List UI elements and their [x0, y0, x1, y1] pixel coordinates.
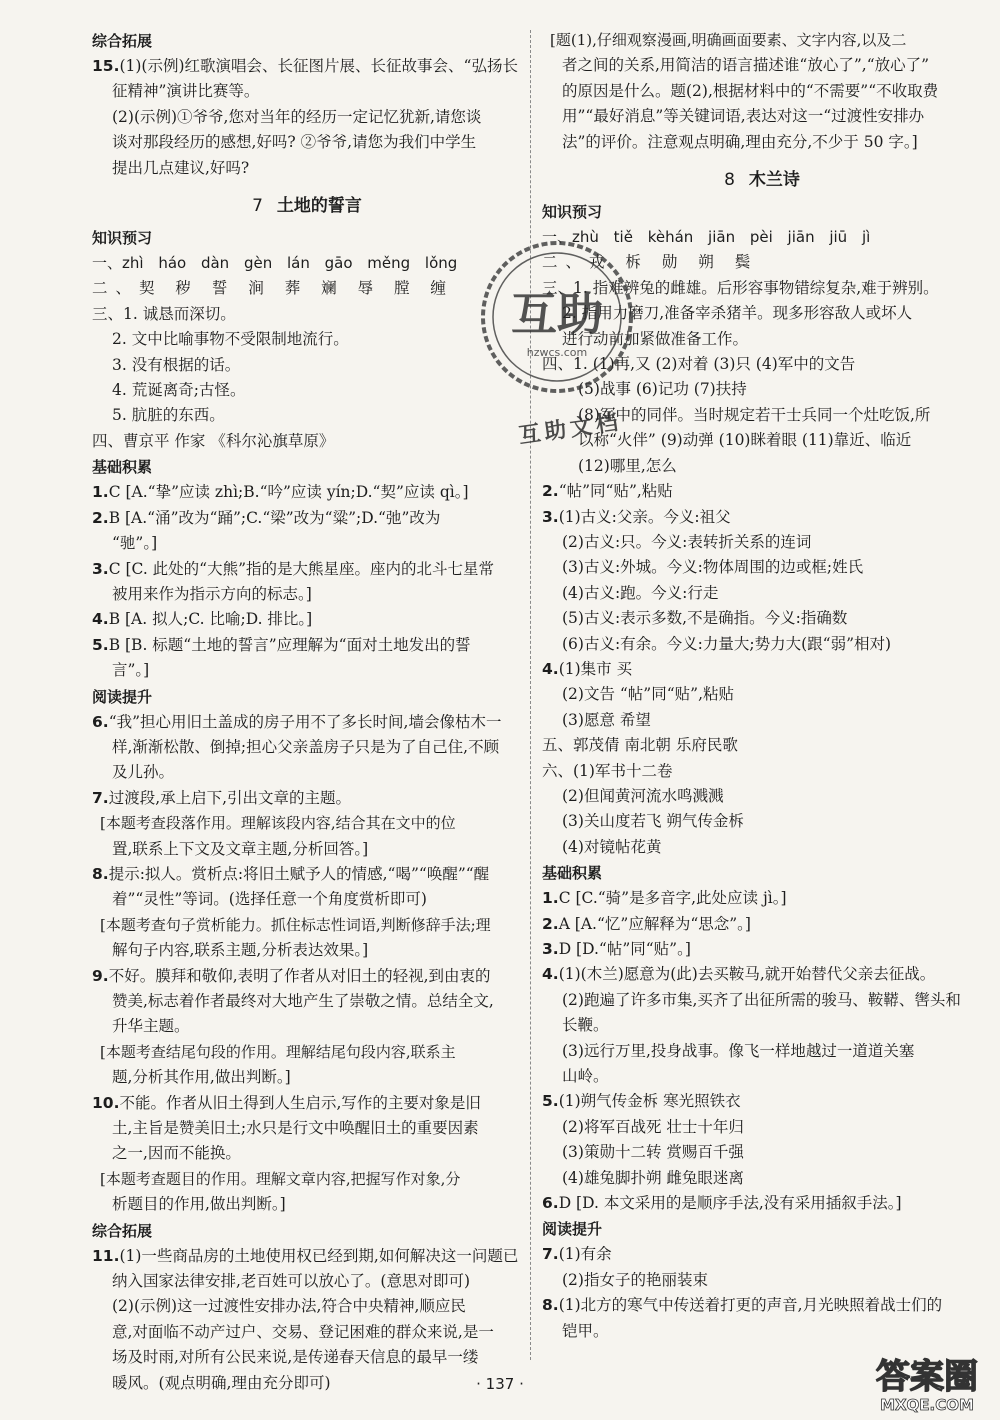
answer-line — [92, 1294, 522, 1319]
answer-line — [92, 1167, 522, 1192]
line-text: 析题目的作用,做出判断。] — [112, 1195, 286, 1214]
line-text: 暖风。(观点明确,理由充分即可) — [112, 1373, 331, 1392]
section-heading: 综合拓展 — [92, 32, 153, 50]
item-number: 7. — [542, 1245, 559, 1264]
line-text: (2)但闻黄河流水鸣溅溅 — [562, 786, 724, 805]
line-text: (2)文告 “帖”同“贴”,粘贴 — [562, 685, 735, 704]
line-text: 意,对面临不动产过户、交易、登记困难的群众来说,是一 — [112, 1322, 494, 1341]
answer-item — [92, 607, 522, 632]
answer-line — [92, 887, 522, 912]
answer-item — [92, 964, 522, 989]
line-text: 置,联系上下文及文章主题,分析回答。] — [112, 839, 369, 858]
lesson-number: 7 — [252, 196, 263, 217]
answer-item — [92, 506, 522, 531]
line-text: 提出几点建议,好吗? — [112, 158, 250, 177]
line-text: (3)远行万里,投身战事。像飞一样地越过一道道关塞 — [562, 1041, 915, 1060]
item-number: 5. — [542, 1092, 559, 1111]
line-text: (5)战事 (6)记功 (7)扶持 — [578, 380, 747, 399]
svg-text:答案圈: 答案圈 — [876, 1357, 978, 1397]
line-text: 四、1. (1)再,又 (2)对着 (3)只 (4)军中的文告 — [542, 355, 856, 374]
item-number: 3. — [542, 507, 559, 526]
answer-line — [92, 1065, 522, 1090]
line-text: (3)古义:外城。今义:物体周围的边或框;姓氏 — [562, 558, 864, 577]
answer-line — [92, 1320, 522, 1345]
answer-line — [542, 809, 982, 834]
line-text: (4)古义:跑。今义:行走 — [562, 583, 719, 602]
answer-item — [542, 1242, 982, 1267]
answer-line — [92, 156, 522, 181]
line-text: (1)古义:父亲。今义:祖父 — [558, 507, 731, 526]
answer-item — [542, 505, 982, 530]
answer-line — [542, 1115, 982, 1140]
line-text: 用”“最好消息”等关键词语,表达对这一“过渡性安排办 — [562, 107, 925, 126]
answer-line — [542, 530, 982, 555]
answer-item — [92, 557, 522, 582]
line-text: 长鞭。 — [562, 1016, 609, 1035]
site-logo — [862, 1348, 992, 1414]
answer-line — [92, 251, 522, 276]
line-text: 二、戎 柝 勋 朔 鬓 — [542, 253, 759, 272]
line-text: (1)(木兰)愿意为(此)去买鞍马,就开始替代父亲去征战。 — [558, 965, 936, 984]
answer-line — [92, 531, 522, 556]
answer-line — [542, 555, 982, 580]
answer-line — [92, 735, 522, 760]
line-text: 铠甲。 — [562, 1321, 609, 1340]
item-number: 10. — [92, 1093, 120, 1112]
line-text: B [A. 拟人;C. 比喻;D. 排比。] — [108, 610, 313, 629]
answer-line — [92, 79, 522, 104]
answer-line — [92, 1345, 522, 1370]
line-text: (2)将军百战死 壮士十年归 — [562, 1117, 744, 1136]
item-number: 8. — [92, 864, 109, 883]
line-text: 场及时雨,对所有公民来说,是传递春天信息的最早一缕 — [112, 1348, 479, 1367]
line-text: 二、契 秽 誓 涧 葬 斓 辱 膛 缠 — [92, 279, 454, 298]
answer-line — [542, 28, 982, 53]
answer-line — [92, 913, 522, 938]
answer-line — [542, 1039, 982, 1064]
lesson-name: 土地的誓言 — [276, 196, 362, 217]
answer-line — [542, 988, 982, 1013]
answer-line — [542, 733, 982, 758]
line-text: 的原因是什么。题(2),根据材料中的“不需要”“不收取费 — [562, 81, 939, 100]
answer-item — [92, 786, 522, 811]
answer-line — [542, 1013, 982, 1038]
answer-line — [92, 658, 522, 683]
answer-line — [92, 1192, 522, 1217]
line-text: [本题考查题目的作用。理解文章内容,把握写作对象,分 — [100, 1169, 461, 1188]
item-number: 3. — [92, 559, 109, 578]
line-text: (1)北方的寒气中传送着打更的声音,月光映照着战士们的 — [558, 1296, 943, 1315]
line-text: B [A.“涌”改为“踊”;C.“梁”改为“粱”;D.“弛”改为 — [108, 508, 441, 527]
section-heading: 知识预习 — [542, 203, 603, 222]
line-text: 2. 文中比喻事物不受限制地流行。 — [112, 330, 349, 349]
answer-line — [542, 79, 982, 104]
item-number: 4. — [542, 965, 559, 984]
answer-line — [92, 353, 522, 378]
line-text: 提示:拟人。赏析点:将旧土赋予人的情感,“喝”“唤醒”“醒 — [108, 864, 490, 883]
watermark-caption: 互助文档 — [516, 408, 624, 450]
answer-line — [542, 581, 982, 606]
answer-item — [542, 962, 982, 987]
page-number: · 137 · — [476, 1375, 524, 1393]
section-heading: 基础积累 — [92, 458, 153, 477]
answer-line — [542, 53, 982, 78]
answer-item — [92, 480, 522, 505]
line-text: 升华主题。 — [112, 1017, 190, 1036]
answer-item — [92, 633, 522, 658]
line-text: 谈对那段经历的感想,好吗? ②爷爷,请您为我们中学生 — [112, 133, 477, 152]
line-text: 3. 没有根据的话。 — [112, 355, 241, 374]
line-text: 者之间的关系,用简洁的语言描述谁“放心了”,“放心了” — [562, 56, 930, 75]
answer-line — [92, 105, 522, 130]
answer-line — [542, 104, 982, 129]
line-text: (2)(示例)这一过渡性安排办法,符合中央精神,顺应民 — [112, 1297, 466, 1316]
svg-text:互助: 互助 — [511, 287, 603, 341]
item-number: 4. — [542, 659, 559, 678]
answer-item — [542, 1089, 982, 1114]
watermark-seal — [472, 232, 642, 402]
line-text: 题,分析其作用,做出判断。] — [112, 1068, 291, 1087]
item-number: 6. — [542, 1194, 559, 1213]
answer-item — [542, 937, 982, 962]
line-text: 土,主旨是赞美旧土;水只是行文中唤醒旧土的重要因素 — [112, 1119, 479, 1138]
line-text: (12)哪里,怎么 — [578, 456, 677, 475]
answer-item — [92, 710, 522, 735]
answer-line — [92, 1116, 522, 1141]
line-text: 赞美,标志着作者最终对大地产生了崇敬之情。总结全文, — [112, 992, 494, 1010]
answer-line — [92, 1269, 522, 1294]
line-text: (8)军中的同伴。当时规定若干士兵同一个灶吃饭,所 — [578, 405, 931, 424]
line-text: 三、1. 诚恳而深切。 — [92, 304, 236, 323]
line-text: “驰”。] — [112, 534, 158, 553]
answer-line — [92, 130, 522, 155]
lesson-title — [542, 165, 982, 195]
line-text: 4. 荒诞离奇;古怪。 — [112, 381, 246, 400]
line-text: 样,渐渐松散、倒掉;担心父亲盖房子只是为了自己住,不顾 — [112, 737, 500, 756]
answer-item — [542, 912, 982, 937]
line-text: (1)有余 — [558, 1245, 612, 1264]
line-text: B [B. 标题“土地的誓言”应理解为“面对土地发出的誓 — [108, 635, 471, 654]
answer-line — [92, 302, 522, 327]
svg-text:MXQE.COM: MXQE.COM — [880, 1396, 974, 1414]
line-text: 四、曹京平 作家 《科尔沁旗草原》 — [92, 431, 335, 450]
line-text: A [A.“忆”应解释为“思念”。] — [558, 914, 751, 933]
section-heading: 知识预习 — [92, 229, 153, 248]
answer-line — [92, 378, 522, 403]
line-text: 过渡段,承上启下,引出文章的主题。 — [108, 788, 352, 807]
section-heading: 基础积累 — [542, 864, 603, 883]
answer-item — [542, 1293, 982, 1318]
line-text: (2)指女子的艳丽装束 — [562, 1270, 708, 1289]
line-text: 一、zhì háo dàn gèn lán gāo měng lǒng — [92, 254, 458, 273]
line-text: 不好。膜拜和敬仰,表明了作者从对旧土的轻视,到由衷的 — [108, 966, 491, 985]
answer-item — [542, 479, 982, 504]
line-text: (2)跑遍了许多市集,买齐了出征所需的骏马、鞍鞯、辔头和 — [562, 990, 961, 1009]
line-text: 之一,因而不能换。 — [112, 1144, 241, 1163]
line-text: (2)(示例)①爷爷,您对当年的经历一定记忆犹新,请您谈 — [112, 107, 482, 126]
item-number: 2. — [542, 914, 559, 933]
line-text: (1)朔气传金柝 寒光照铁衣 — [558, 1092, 741, 1111]
answer-line — [92, 1014, 522, 1039]
answer-line — [92, 811, 522, 836]
section-heading: 阅读提升 — [542, 1220, 603, 1239]
item-number: 11. — [92, 1246, 120, 1265]
item-number: 7. — [92, 788, 109, 807]
line-text: (3)策勋十二转 赏赐百千强 — [562, 1143, 744, 1162]
line-text: (5)古义:表示多数,不是确指。今义:指确数 — [562, 609, 848, 628]
item-number: 2. — [542, 482, 559, 501]
answer-line — [542, 1268, 982, 1293]
line-text: (3)愿意 希望 — [562, 710, 651, 729]
item-number: 2. — [92, 508, 109, 527]
answer-line — [542, 835, 982, 860]
line-text: 纳入国家法律安排,老百姓可以放心了。(意思对即可) — [112, 1272, 471, 1291]
svg-text:hzwcs.com: hzwcs.com — [526, 346, 588, 359]
item-number: 6. — [92, 712, 109, 731]
line-text: (1)集市 买 — [558, 659, 633, 678]
answer-line — [92, 938, 522, 963]
item-number: 3. — [542, 940, 559, 958]
right-column — [542, 28, 982, 1344]
lesson-title — [92, 191, 522, 221]
item-number: 1. — [542, 889, 559, 908]
answer-line — [92, 1040, 522, 1065]
line-text: 三、1. 指难辨兔的雌雄。后形容事物错综复杂,难于辨别。 — [542, 278, 939, 297]
line-text: C [C.“骑”是多音字,此处应读 jì。] — [558, 889, 787, 908]
answer-line — [542, 1319, 982, 1344]
answer-line — [542, 759, 982, 784]
line-text: 五、郭茂倩 南北朝 乐府民歌 — [542, 736, 738, 755]
answer-line — [542, 1166, 982, 1191]
answer-line — [92, 327, 522, 352]
left-column — [92, 28, 522, 1396]
line-text: (1)一些商品房的土地使用权已经到期,如何解决这一问题已 — [119, 1246, 519, 1265]
line-text: 解句子内容,联系主题,分析表达效果。] — [112, 941, 369, 960]
line-text: [本题考查段落作用。理解该段内容,结合其在文中的位 — [100, 814, 456, 833]
item-number: 4. — [92, 610, 109, 629]
line-text: 言”。] — [112, 661, 150, 680]
lesson-number: 8 — [724, 170, 735, 191]
line-text: (6)古义:有余。今义:力量大;势力大(跟“弱”相对) — [562, 634, 892, 653]
answer-line — [92, 429, 522, 454]
item-number: 5. — [92, 635, 109, 654]
answer-line — [92, 403, 522, 428]
line-text: 山岭。 — [562, 1067, 609, 1086]
answer-line — [92, 760, 522, 785]
line-text: 六、(1)军书十二卷 — [542, 761, 673, 780]
answer-line — [542, 606, 982, 631]
answer-item — [542, 886, 982, 911]
line-text: 征精神”演讲比赛等。 — [112, 82, 260, 101]
line-text: 一、zhù tiě kèhán jiān pèi jiān jiū jì — [542, 228, 871, 247]
line-text: “我”担心用旧土盖成的房子用不了多长时间,墙会像枯木一 — [108, 712, 502, 731]
line-text: “帖”同“贴”,粘贴 — [558, 482, 673, 501]
line-text: 以称“火伴” (9)动弹 (10)眯着眼 (11)靠近、临近 — [578, 431, 912, 450]
line-text: C [A.“挚”应读 zhì;B.“吟”应读 yín;D.“契”应读 qì。] — [108, 483, 469, 502]
line-text: (4)对镜帖花黄 — [562, 837, 662, 856]
line-text: (1)(示例)红歌演唱会、长征图片展、长征故事会、“弘扬长 — [119, 57, 518, 75]
line-text: 2. 指用力磨刀,准备宰杀猪羊。现多形容敌人或坏人 — [562, 304, 913, 323]
answer-line — [542, 682, 982, 707]
answer-line — [92, 1141, 522, 1166]
line-text: 进行动前加紧做准备工作。 — [562, 329, 749, 348]
answer-line — [92, 837, 522, 862]
line-text: 及儿孙。 — [112, 763, 175, 782]
line-text: (4)雄兔脚扑朔 雌兔眼迷离 — [562, 1168, 744, 1187]
answer-line — [92, 582, 522, 607]
item-number: 1. — [92, 483, 109, 502]
line-text: 不能。作者从旧土得到人生启示,写作的主要对象是旧 — [119, 1093, 481, 1112]
answer-item — [92, 1091, 522, 1116]
answer-line — [542, 1140, 982, 1165]
answer-item — [542, 1191, 982, 1216]
answer-line — [542, 130, 982, 155]
answer-item — [542, 657, 982, 682]
answer-item — [92, 1244, 522, 1269]
line-text: [本题考查结尾句段的作用。理解结尾句段内容,联系主 — [100, 1042, 456, 1061]
section-heading: 阅读提升 — [92, 687, 153, 706]
line-text: (3)关山度若飞 朔气传金柝 — [562, 812, 744, 831]
line-text: (2)古义:只。今义:表转折关系的连词 — [562, 532, 812, 551]
answer-line — [542, 454, 982, 479]
answer-line — [542, 708, 982, 733]
answer-line — [542, 784, 982, 809]
column-divider — [530, 30, 531, 1360]
line-text: [题(1),仔细观察漫画,明确画面要素、文字内容,以及二 — [550, 31, 907, 49]
line-text: 法”的评价。注意观点明确,理由充分,不少于 50 字。] — [562, 132, 918, 151]
item-number: 9. — [92, 966, 109, 985]
answer-line — [92, 276, 522, 301]
line-text: D [D. 本文采用的是顺序手法,没有采用插叙手法。] — [558, 1194, 902, 1213]
item-number: 15. — [92, 57, 120, 75]
answer-item — [92, 54, 522, 79]
section-heading: 综合拓展 — [92, 1221, 153, 1240]
line-text: 着”“灵性”等词。(选择任意一个角度赏析即可) — [112, 890, 427, 909]
line-text: 被用来作为指示方向的标志。] — [112, 584, 312, 603]
answer-line — [92, 989, 522, 1014]
answer-item — [92, 862, 522, 887]
line-text: [本题考查句子赏析能力。抓住标志性词语,判断修辞手法;理 — [100, 915, 491, 934]
lesson-name: 木兰诗 — [748, 170, 800, 191]
line-text: C [C. 此处的“大熊”指的是大熊星座。座内的北斗七星常 — [108, 559, 495, 578]
answer-line — [542, 632, 982, 657]
line-text: 5. 肮脏的东西。 — [112, 406, 225, 425]
item-number: 8. — [542, 1296, 559, 1315]
line-text: D [D.“帖”同“贴”。] — [558, 940, 691, 958]
answer-line — [542, 1064, 982, 1089]
